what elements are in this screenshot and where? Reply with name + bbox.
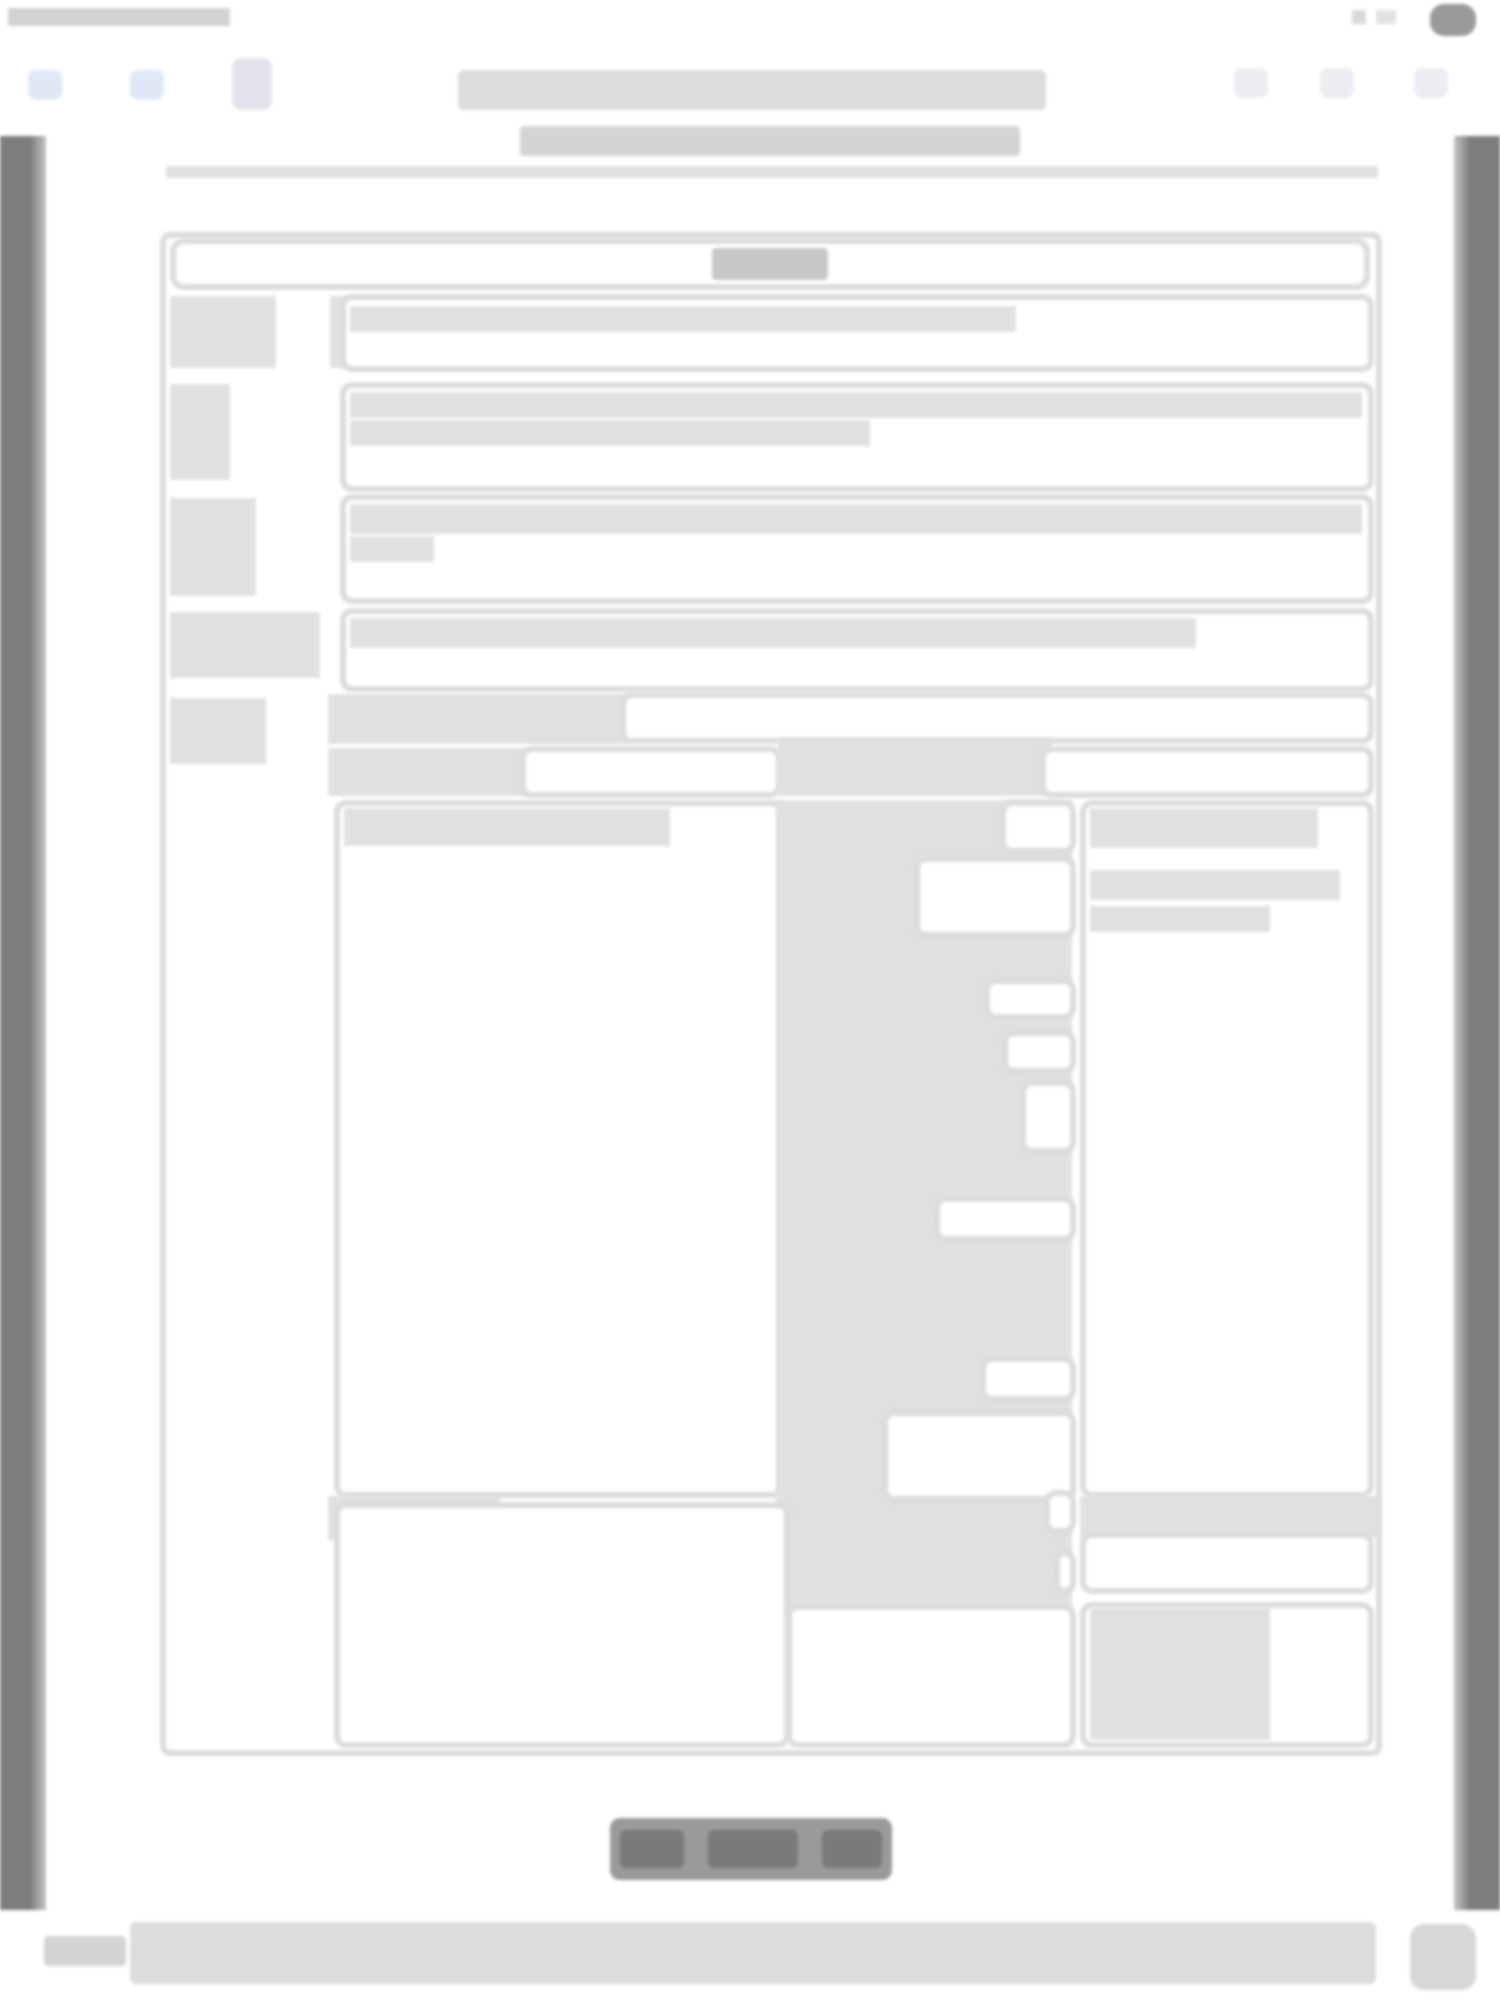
sub2-input[interactable] [1040, 746, 1374, 798]
back-arrow-icon[interactable] [28, 70, 62, 100]
sub1-label [328, 748, 528, 796]
bottom-right-control[interactable] [1410, 1924, 1476, 1990]
bottom-right-text [1090, 1608, 1270, 1740]
bottom-left-area[interactable] [334, 1502, 790, 1748]
menu-icon[interactable] [1414, 68, 1448, 98]
bottom-toolbar[interactable] [130, 1922, 1376, 1984]
right-area-text-1 [1090, 808, 1318, 848]
mid-input-6[interactable] [934, 1196, 1076, 1242]
page-navigator [610, 1818, 892, 1880]
row3-label [170, 498, 256, 596]
right-page-rail [1454, 136, 1500, 1910]
form-heading [712, 248, 828, 280]
current-page-indicator [708, 1830, 798, 1868]
mid-bottom-area[interactable] [786, 1604, 1076, 1748]
mid-input-10[interactable] [1054, 1550, 1076, 1594]
document-title [458, 70, 1046, 110]
notes-area[interactable] [334, 800, 784, 1498]
right-area[interactable] [1080, 800, 1374, 1498]
row5-top-field-label [328, 694, 630, 744]
mid-input-3[interactable] [984, 978, 1076, 1020]
bookmark-icon[interactable] [1320, 68, 1354, 98]
row2-label [170, 384, 230, 480]
row4-text [350, 618, 1196, 648]
forward-arrow-icon[interactable] [130, 70, 164, 100]
left-page-rail [0, 136, 46, 1910]
mid-input-8[interactable] [882, 1410, 1076, 1502]
mid-input-9[interactable] [1044, 1490, 1076, 1534]
sub2-label [778, 738, 1052, 796]
next-page-button[interactable] [822, 1830, 882, 1868]
mid-input-5[interactable] [1020, 1080, 1076, 1154]
right-area-text-2 [1090, 870, 1340, 900]
row1-text [350, 306, 1016, 332]
status-time [8, 8, 230, 26]
bottom-left-control[interactable] [44, 1936, 126, 1966]
row2-text-line2 [350, 420, 870, 446]
mid-input-1[interactable] [1000, 800, 1076, 854]
row5-label [170, 698, 266, 764]
sub1-input[interactable] [520, 746, 782, 798]
row5-top-input[interactable] [620, 692, 1374, 744]
row4-label [170, 612, 320, 678]
prev-page-button[interactable] [620, 1830, 684, 1868]
search-icon[interactable] [1234, 68, 1268, 98]
bottom-right-input[interactable] [1080, 1532, 1374, 1594]
battery-icon [1430, 4, 1476, 36]
signal-icon [1352, 10, 1366, 24]
wifi-icon [1376, 10, 1396, 24]
mid-input-7[interactable] [980, 1356, 1076, 1402]
status-bar [0, 0, 1500, 34]
row2-text-line1 [350, 392, 1362, 418]
share-icon[interactable] [232, 58, 272, 110]
row3-text-line1 [350, 504, 1362, 534]
notes-area-label [344, 808, 670, 846]
title-divider [166, 166, 1378, 178]
document-subtitle [520, 126, 1020, 156]
right-area-text-3 [1090, 906, 1270, 932]
mid-input-4[interactable] [1002, 1030, 1076, 1074]
row1-label [170, 296, 276, 368]
mid-input-2[interactable] [914, 856, 1076, 938]
row3-text-line2 [350, 536, 434, 562]
